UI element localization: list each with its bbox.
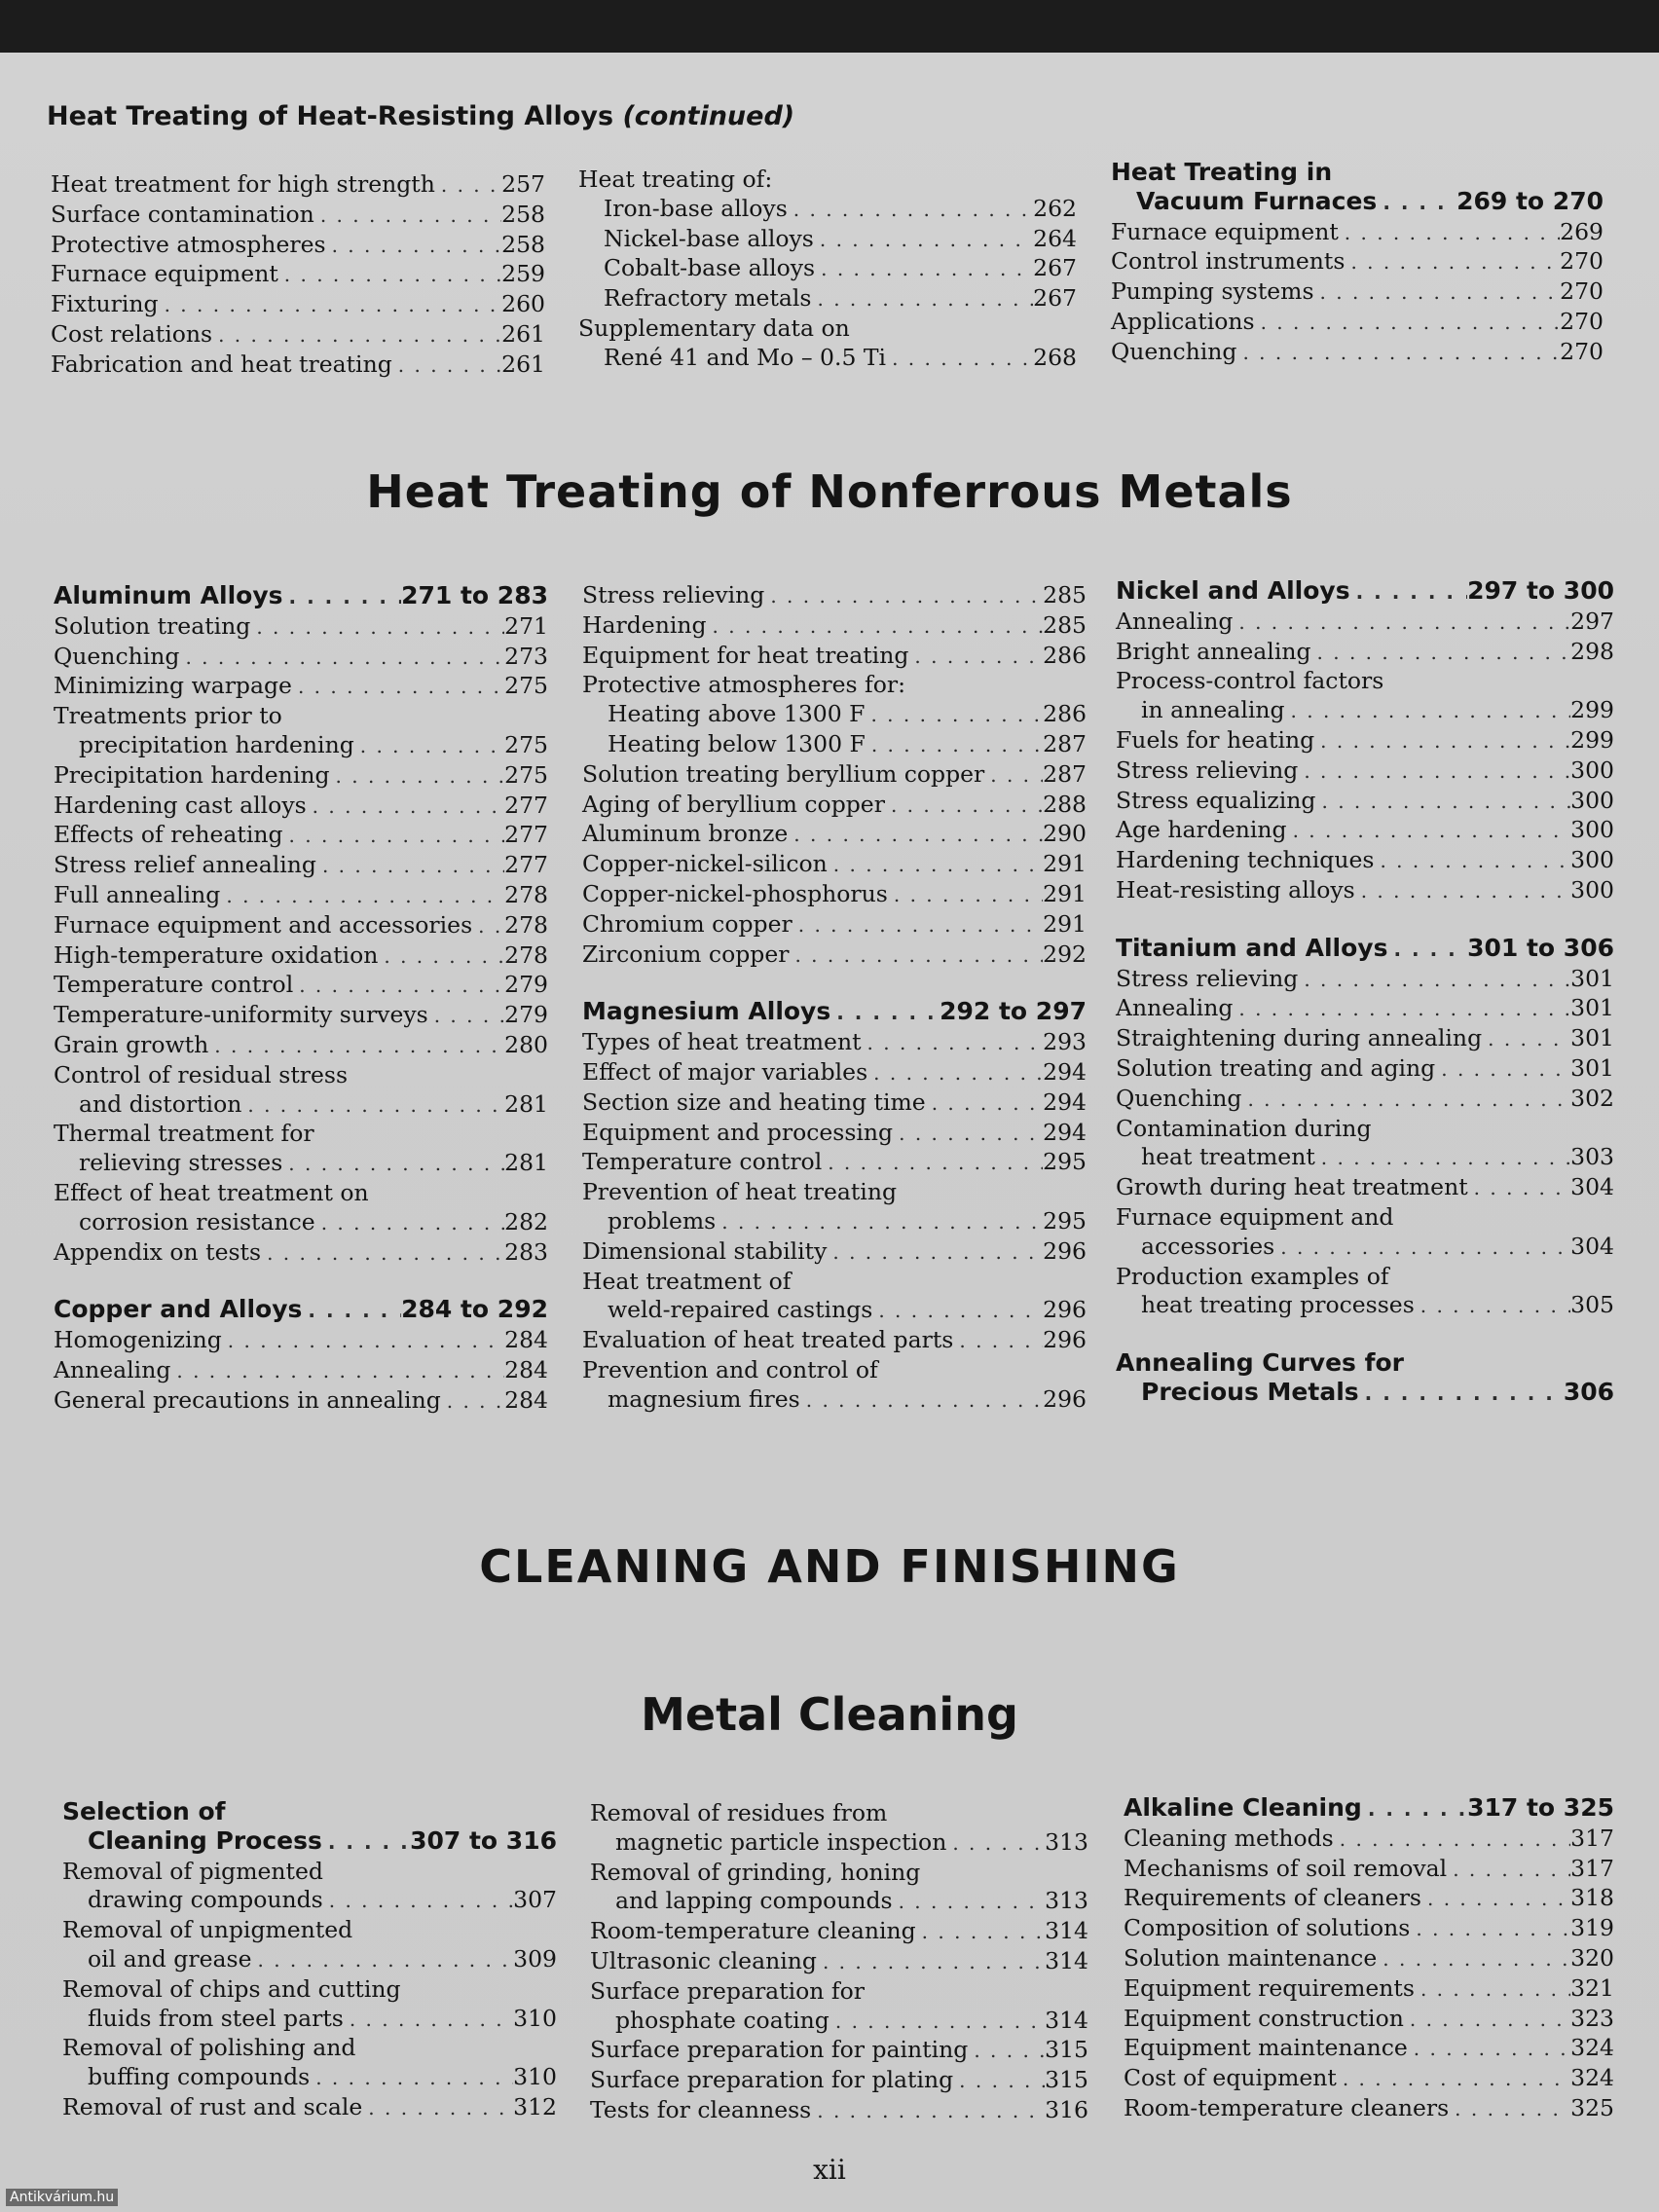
toc-entry[interactable]: Nickel-base alloys . . . 264 [578, 225, 1077, 255]
toc-entry[interactable]: Section size and heating time . . . 294 [582, 1088, 1087, 1119]
nonferrous-col-3 [1116, 576, 1614, 1409]
toc-entry-line[interactable]: Prevention of heat treating [582, 1178, 897, 1206]
toc-entry[interactable]: Effect of major variables . . . 294 [582, 1058, 1087, 1088]
toc-entry[interactable]: Heat-resisting alloys . . . 300 [1116, 876, 1614, 906]
toc-heading[interactable]: Selection of [62, 1797, 226, 1825]
toc-entry[interactable]: Zirconium copper . . . 292 [582, 940, 1087, 971]
toc-entry[interactable]: Copper-nickel-phosphorus . . . 291 [582, 880, 1087, 910]
toc-group-label: Protective atmospheres for: [582, 671, 906, 699]
toc-entry[interactable]: Quenching . . . 302 [1116, 1085, 1614, 1115]
toc-entry-line[interactable]: Removal of grinding, honing [590, 1858, 921, 1886]
toc-entry[interactable]: Solution treating and aging . . . 301 [1116, 1054, 1614, 1085]
cleaning-col-2 [590, 1799, 1088, 2126]
running-head-continued: (continued) [622, 101, 795, 131]
toc-entry[interactable]: corrosion resistance . . . 282 [54, 1208, 548, 1238]
toc-entry[interactable]: Temperature-uniformity surveys . . . 279 [54, 1001, 548, 1031]
toc-entry[interactable]: Dimensional stability . . . 296 [582, 1237, 1087, 1268]
toc-entry[interactable]: Heat treatment for high strength . . . 257 [51, 170, 545, 201]
toc-entry[interactable]: precipitation hardening . . . 275 [54, 731, 548, 761]
toc-entry[interactable]: Solution treating . . . 271 [54, 612, 548, 643]
toc-entry[interactable]: Ultrasonic cleaning . . . 314 [590, 1947, 1088, 1977]
toc-group-label: Supplementary data on [578, 313, 850, 342]
toc-entry[interactable]: Evaluation of heat treated parts . . . 296 [582, 1326, 1087, 1356]
toc-entry[interactable]: Effects of reheating . . . 277 [54, 821, 548, 851]
toc-entry[interactable]: Iron-base alloys . . . 262 [578, 195, 1077, 225]
toc-entry[interactable]: Applications . . . 270 [1111, 308, 1604, 338]
toc-entry[interactable]: heat treating processes . . . 305 [1116, 1291, 1614, 1321]
toc-entry[interactable]: Furnace equipment and accessories . . . 278 [54, 911, 548, 941]
toc-entry[interactable]: Stress relieving . . . 301 [1116, 965, 1614, 995]
toc-entry-line[interactable]: Removal of polishing and [62, 2034, 356, 2062]
toc-entry-line[interactable]: Thermal treatment for [54, 1120, 314, 1148]
toc-entry[interactable]: Room-temperature cleaners . . . 325 [1124, 2094, 1614, 2124]
toc-entry[interactable]: Requirements of cleaners . . . 318 [1124, 1884, 1614, 1914]
toc-entry[interactable]: Temperature control . . . 279 [54, 971, 548, 1001]
toc-entry-line[interactable]: Surface preparation for [590, 1976, 865, 2005]
toc-entry[interactable]: in annealing . . . 299 [1116, 696, 1614, 726]
toc-entry[interactable]: Homogenizing . . . 284 [54, 1326, 548, 1356]
toc-entry[interactable]: fluids from steel parts . . . 310 [62, 2005, 557, 2035]
toc-entry[interactable]: Heating below 1300 F . . . 287 [582, 730, 1087, 760]
toc-entry-line[interactable]: Control of residual stress [54, 1060, 349, 1088]
watermark: Antikvárium.hu [6, 2189, 118, 2206]
toc-entry[interactable]: Fuels for heating . . . 299 [1116, 726, 1614, 756]
toc-heading[interactable]: Magnesium Alloys . . . 292 to 297 [582, 997, 1087, 1028]
page-number: xii [813, 2154, 846, 2186]
toc-entry[interactable]: Cobalt-base alloys . . . 267 [578, 254, 1077, 284]
toc-entry[interactable]: Equipment construction . . . 323 [1124, 2005, 1614, 2035]
toc-entry[interactable]: drawing compounds . . . 307 [62, 1886, 557, 1916]
section-title-nonferrous: Heat Treating of Nonferrous Metals [366, 465, 1293, 518]
toc-heading[interactable]: Titanium and Alloys . . . 301 to 306 [1116, 934, 1614, 965]
toc-entry[interactable]: Heating above 1300 F . . . 286 [582, 700, 1087, 730]
toc-entry[interactable]: Surface preparation for painting . . . 315 [590, 2036, 1088, 2066]
toc-entry[interactable]: buffing compounds . . . 310 [62, 2063, 557, 2093]
toc-entry[interactable]: accessories . . . 304 [1116, 1233, 1614, 1263]
toc-entry[interactable]: Chromium copper . . . 291 [582, 910, 1087, 940]
nonferrous-col-1 [54, 581, 548, 1417]
toc-entry[interactable]: heat treatment . . . 303 [1116, 1143, 1614, 1173]
toc-entry-line[interactable]: Contamination during [1116, 1114, 1372, 1142]
toc-entry[interactable]: Surface preparation for plating . . . 315 [590, 2066, 1088, 2096]
toc-entry[interactable]: Quenching . . . 273 [54, 643, 548, 673]
toc-entry[interactable]: Hardening techniques . . . 300 [1116, 846, 1614, 876]
toc-entry[interactable]: problems . . . 295 [582, 1207, 1087, 1237]
toc-entry[interactable]: Stress relieving . . . 285 [582, 581, 1087, 611]
toc-entry[interactable]: oil and grease . . . 309 [62, 1945, 557, 1975]
nonferrous-col-2 [582, 581, 1087, 1416]
toc-entry[interactable]: Cost of equipment . . . 324 [1124, 2064, 1614, 2094]
toc-entry[interactable]: Stress equalizing . . . 300 [1116, 787, 1614, 817]
toc-entry[interactable]: Surface contamination . . . 258 [51, 201, 545, 231]
toc-entry[interactable]: Tests for cleanness . . . 316 [590, 2096, 1088, 2126]
toc-heading[interactable]: Heat Treating in [1111, 158, 1333, 186]
toc-entry[interactable]: magnesium fires . . . 296 [582, 1385, 1087, 1416]
toc-entry[interactable]: Protective atmospheres . . . 258 [51, 231, 545, 261]
toc-entry[interactable]: Quenching . . . 270 [1111, 338, 1604, 368]
toc-entry-line[interactable]: Removal of unpigmented [62, 1916, 353, 1944]
toc-group-label: Heat treating of: [578, 166, 773, 193]
toc-entry[interactable]: Bright annealing . . . 298 [1116, 638, 1614, 668]
page-top-band [0, 0, 1659, 53]
toc-entry[interactable]: Appendix on tests . . . 283 [54, 1238, 548, 1269]
toc-entry-line[interactable]: Effect of heat treatment on [54, 1178, 369, 1206]
toc-entry[interactable]: Precipitation hardening . . . 275 [54, 761, 548, 792]
toc-entry[interactable]: Control instruments . . . 270 [1111, 247, 1604, 277]
toc-entry[interactable]: Fabrication and heat treating . . . 261 [51, 350, 545, 381]
toc-entry[interactable]: Equipment for heat treating . . . 286 [582, 642, 1087, 672]
toc-entry[interactable]: magnetic particle inspection . . . 313 [590, 1828, 1088, 1859]
toc-entry[interactable]: Full annealing . . . 278 [54, 881, 548, 911]
toc-entry-line[interactable]: Prevention and control of [582, 1355, 878, 1383]
toc-entry[interactable]: Minimizing warpage . . . 275 [54, 672, 548, 702]
toc-entry[interactable]: and lapping compounds . . . 313 [590, 1887, 1088, 1917]
toc-entry-line[interactable]: Treatments prior to [54, 702, 282, 730]
toc-heading-line[interactable]: Cleaning Process . . . 307 to 316 [62, 1826, 557, 1858]
toc-entry[interactable]: Removal of rust and scale . . . 312 [62, 2093, 557, 2123]
toc-entry[interactable]: Hardening cast alloys . . . 277 [54, 792, 548, 822]
toc-entry-line[interactable]: Process-control factors [1116, 667, 1384, 695]
toc-entry[interactable]: Annealing . . . 301 [1116, 994, 1614, 1024]
toc-entry[interactable]: Annealing . . . 284 [54, 1356, 548, 1386]
toc-entry[interactable]: Equipment and processing . . . 294 [582, 1119, 1087, 1149]
toc-entry[interactable]: Composition of solutions . . . 319 [1124, 1914, 1614, 1944]
toc-entry[interactable]: Furnace equipment . . . 259 [51, 260, 545, 290]
section-title-metal-cleaning: Metal Cleaning [641, 1688, 1018, 1741]
toc-entry-line[interactable]: Production examples of [1116, 1262, 1389, 1290]
toc-entry[interactable]: Stress relief annealing . . . 277 [54, 851, 548, 881]
toc-entry[interactable]: weld-repaired castings . . . 296 [582, 1296, 1087, 1326]
running-head-title: Heat Treating of Heat-Resisting Alloys [47, 101, 614, 131]
toc-heading-line[interactable]: Vacuum Furnaces . . . 269 to 270 [1111, 187, 1604, 218]
heat-resisting-col-2 [578, 166, 1077, 374]
toc-entry[interactable]: Cost relations . . . 261 [51, 320, 545, 350]
toc-entry[interactable]: Solution treating beryllium copper . . . 287 [582, 760, 1087, 791]
toc-entry[interactable]: Hardening . . . 285 [582, 611, 1087, 642]
toc-entry[interactable]: Furnace equipment . . . 269 [1111, 218, 1604, 248]
toc-entry[interactable]: and distortion . . . 281 [54, 1090, 548, 1121]
toc-entry[interactable]: Copper-nickel-silicon . . . 291 [582, 850, 1087, 880]
toc-entry[interactable]: phosphate coating . . . 314 [590, 2007, 1088, 2037]
toc-entry-line[interactable]: Removal of chips and cutting [62, 1974, 401, 2003]
toc-entry[interactable]: Straightening during annealing . . . 301 [1116, 1024, 1614, 1054]
toc-entry[interactable]: Equipment requirements . . . 321 [1124, 1974, 1614, 2005]
toc-entry[interactable]: Solution maintenance . . . 320 [1124, 1944, 1614, 1974]
toc-entry[interactable]: Mechanisms of soil removal . . . 317 [1124, 1855, 1614, 1885]
vacuum-furnaces-col [1111, 158, 1604, 368]
cleaning-col-3 [1124, 1793, 1614, 2124]
toc-entry[interactable]: René 41 and Mo – 0.5 Ti . . . 268 [578, 344, 1077, 374]
toc-heading[interactable]: Annealing Curves for [1116, 1348, 1404, 1378]
toc-entry-line[interactable]: Removal of pigmented [62, 1857, 323, 1885]
toc-entry[interactable]: Cleaning methods . . . 317 [1124, 1825, 1614, 1855]
toc-entry[interactable]: Fixturing . . . 260 [51, 290, 545, 320]
toc-entry[interactable]: Pumping systems . . . 270 [1111, 277, 1604, 308]
toc-entry-line[interactable]: Heat treatment of [582, 1267, 792, 1295]
toc-entry[interactable]: Stress relieving . . . 300 [1116, 756, 1614, 787]
toc-heading[interactable]: Copper and Alloys . . . 284 to 292 [54, 1295, 548, 1326]
toc-entry[interactable]: Aluminum bronze . . . 290 [582, 820, 1087, 850]
running-head [47, 101, 794, 131]
toc-entry[interactable]: Aging of beryllium copper . . . 288 [582, 791, 1087, 821]
toc-entry[interactable]: High-temperature oxidation . . . 278 [54, 941, 548, 972]
toc-entry-line[interactable]: Removal of residues from [590, 1799, 888, 1826]
toc-heading[interactable]: Nickel and Alloys . . . 297 to 300 [1116, 576, 1614, 608]
toc-entry[interactable]: Equipment maintenance . . . 324 [1124, 2034, 1614, 2064]
toc-entry[interactable]: Growth during heat treatment . . . 304 [1116, 1173, 1614, 1203]
toc-entry[interactable]: Room-temperature cleaning . . . 314 [590, 1917, 1088, 1947]
toc-entry[interactable]: Grain growth . . . 280 [54, 1031, 548, 1061]
toc-heading[interactable]: Alkaline Cleaning . . . 317 to 325 [1124, 1793, 1614, 1825]
toc-entry[interactable]: Temperature control . . . 295 [582, 1148, 1087, 1178]
toc-entry[interactable]: Annealing . . . 297 [1116, 608, 1614, 638]
toc-entry[interactable]: relieving stresses . . . 281 [54, 1149, 548, 1179]
part-title-cleaning-finishing: CLEANING AND FINISHING [479, 1540, 1180, 1593]
toc-heading[interactable]: Aluminum Alloys . . . 271 to 283 [54, 581, 548, 612]
toc-entry[interactable]: Types of heat treatment . . . 293 [582, 1028, 1087, 1058]
toc-heading-line[interactable]: Precious Metals . . . 306 [1116, 1378, 1614, 1409]
toc-entry[interactable]: General precautions in annealing . . . 284 [54, 1386, 548, 1417]
heat-resisting-col-1 [51, 170, 545, 381]
toc-entry-line[interactable]: Furnace equipment and [1116, 1202, 1394, 1231]
toc-entry[interactable]: Refractory metals . . . 267 [578, 284, 1077, 314]
toc-entry[interactable]: Age hardening . . . 300 [1116, 816, 1614, 846]
cleaning-col-1 [62, 1797, 557, 2123]
